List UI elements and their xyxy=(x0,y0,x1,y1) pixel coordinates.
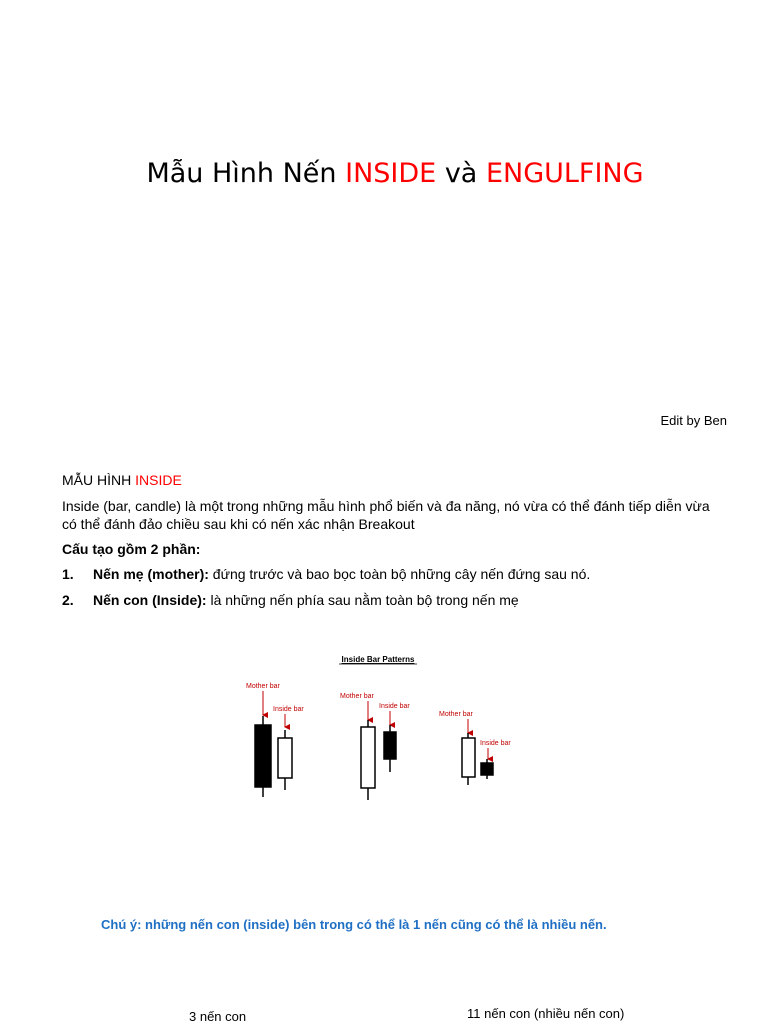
inside-candle xyxy=(278,738,292,778)
list-number: 1. xyxy=(62,566,74,582)
title-connector: và xyxy=(436,158,486,189)
list-description: đứng trước và bao bọc toàn bộ những cây nến đứng sau nó. xyxy=(208,566,591,582)
inside-bar-figure xyxy=(216,645,542,815)
section-heading xyxy=(62,471,182,489)
caption-right: 11 nến con (nhiều nến con) xyxy=(467,1006,625,1021)
title-inside-highlight: INSIDE xyxy=(345,158,437,189)
figure-title: Inside Bar Patterns xyxy=(341,655,415,664)
list-item xyxy=(62,591,519,609)
mother-bar-label: Mother bar xyxy=(246,683,280,690)
structure-label: Cấu tạo gồm 2 phần: xyxy=(62,541,201,557)
list-term: Nến con (Inside): xyxy=(93,592,207,608)
page-title xyxy=(0,154,768,194)
list-item xyxy=(62,565,590,583)
caption-left: 3 nến con xyxy=(189,1009,247,1024)
mother-candle xyxy=(255,725,271,787)
note-text: Chú ý: những nến con (inside) bên trong có thể là 1 nến cũng có thể là nhiều nến. xyxy=(101,917,607,932)
inside-bar-label: Inside bar xyxy=(273,706,304,713)
list-term: Nến mẹ (mother): xyxy=(93,566,209,582)
intro-paragraph: Inside (bar, candle) là một trong những mẫu hình phổ biến và đa năng, nó vừa có thể đánh tiếp diễn vừa có thể đánh đảo chiều sau khi có nến xác nhận Breakout xyxy=(62,498,710,532)
mother-candle xyxy=(462,738,475,777)
inside-candle xyxy=(384,732,396,759)
title-engulfing-highlight: ENGULFING xyxy=(485,158,644,189)
section-heading-highlight: INSIDE xyxy=(135,472,182,488)
inside-bar-label: Inside bar xyxy=(480,740,511,747)
author-credit: Edit by Ben xyxy=(660,413,727,428)
inside-candle xyxy=(481,763,493,775)
inside-bar-label: Inside bar xyxy=(379,703,410,710)
list-number: 2. xyxy=(62,592,74,608)
mother-bar-label: Mother bar xyxy=(340,693,374,700)
title-text: Mẫu Hình Nến xyxy=(146,158,346,189)
mother-candle xyxy=(361,727,375,788)
mother-bar-label: Mother bar xyxy=(439,711,473,718)
section-heading-prefix: MẪU HÌNH xyxy=(62,472,136,488)
list-description: là những nến phía sau nằm toàn bộ trong nến mẹ xyxy=(206,592,519,608)
inside-bar-diagram xyxy=(216,645,542,815)
